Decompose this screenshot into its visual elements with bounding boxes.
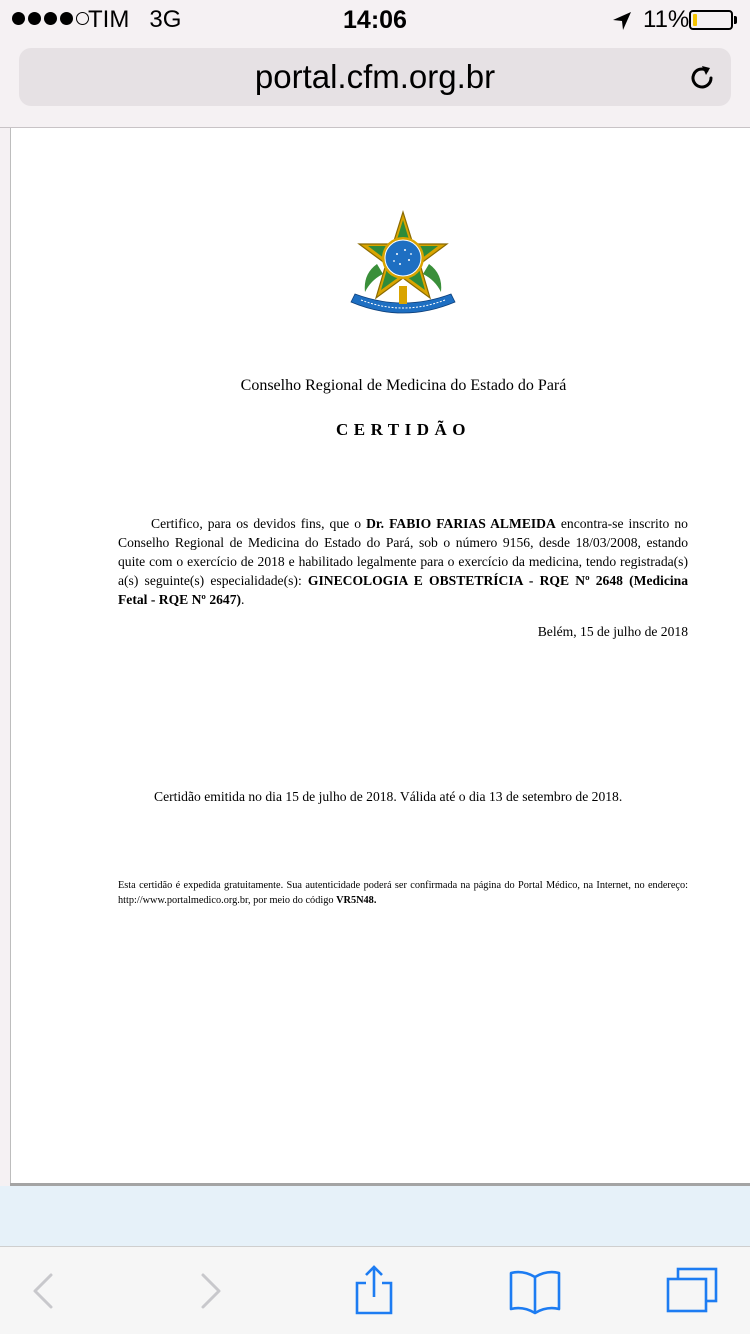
specialties: GINECOLOGIA E OBSTETRÍCIA - RQE Nº 2648 (Medicina Fetal - RQE Nº 2647): [118, 573, 688, 607]
address-bar[interactable]: [19, 48, 731, 106]
certificate-title: CERTIDÃO: [335, 420, 472, 439]
issued-validity: Certidão emitida no dia 15 de julho de 2018. Válida até o dia 13 de setembro de 2018.: [154, 789, 623, 804]
tabs-icon[interactable]: [662, 1265, 722, 1317]
council-name: Conselho Regional de Medicina do Estado do Pará: [240, 377, 567, 394]
brazil-coat-of-arms-icon: [347, 208, 459, 326]
bookmarks-icon[interactable]: [505, 1265, 565, 1317]
forward-icon[interactable]: [180, 1265, 240, 1317]
body-text-1: Certifico, para os devidos fins, que o: [151, 516, 367, 531]
network-type: 3G: [149, 6, 182, 33]
browser-toolbar: [0, 1246, 750, 1334]
share-icon[interactable]: [344, 1265, 404, 1317]
document-page: [10, 128, 750, 1183]
certificate-body: [118, 514, 688, 609]
body-text-3: .: [241, 592, 245, 607]
battery-percent: 11%: [643, 6, 690, 33]
reload-icon[interactable]: [687, 63, 717, 93]
page-background: [0, 1186, 750, 1246]
date-line: Belém, 15 de julho de 2018: [537, 624, 688, 639]
battery-icon: [689, 10, 733, 30]
note-end: .: [373, 895, 377, 906]
doctor-name: Dr. FABIO FARIAS ALMEIDA: [366, 516, 556, 531]
authenticity-note: [118, 878, 688, 908]
location-arrow-icon: [611, 10, 633, 32]
verification-code: VR5N48: [336, 895, 374, 906]
url-text[interactable]: portal.cfm.org.br: [254, 58, 496, 95]
body-text-2: encontra-se inscrito no Conselho Regional de Medicina do Estado do Pará, sob o número 9156, desde 18/03/2008, estando quite com o exercício de 2018 e habilitado legalmente para o exercício da medicina, tendo registrada(s) a(s) seguinte(s) especialidade(s):: [118, 516, 688, 588]
battery-tip: [734, 16, 737, 24]
clock: 14:06: [343, 6, 407, 34]
status-bar: [0, 0, 750, 40]
carrier-name: TIM: [88, 6, 130, 33]
note-text: Esta certidão é expedida gratuitamente. Sua autenticidade poderá ser confirmada na página do Portal Médico, na Internet, no endereço: http://www.portalmedico.org.br, por meio do código: [118, 880, 688, 906]
back-icon[interactable]: [14, 1265, 74, 1317]
